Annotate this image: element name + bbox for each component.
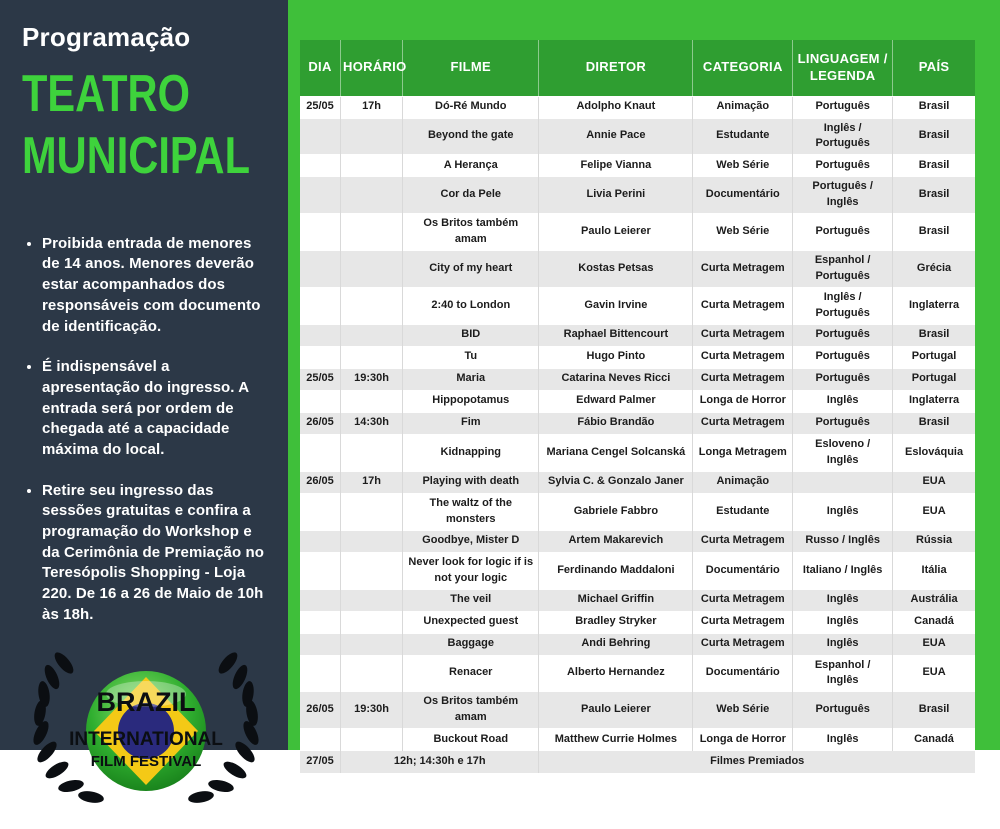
table-cell-linguagem: Português — [793, 155, 893, 177]
table-row — [300, 471, 975, 493]
table-cell-pais: Brasil — [893, 155, 975, 177]
table-cell-horario: 17h — [341, 471, 403, 493]
schedule-table — [300, 40, 975, 773]
table-row — [300, 214, 975, 251]
table-row — [300, 692, 975, 729]
table-cell-dia — [300, 155, 341, 177]
table-cell-filme: Dó-Ré Mundo — [403, 96, 539, 118]
table-cell-horario — [341, 655, 403, 692]
table-cell-pais: Itália — [893, 552, 975, 589]
column-header: DIA — [300, 40, 341, 96]
table-row — [300, 390, 975, 412]
table-cell-horario — [341, 251, 403, 288]
table-cell-horario — [341, 552, 403, 589]
table-cell-diretor: Gavin Irvine — [539, 288, 693, 325]
table-row — [300, 611, 975, 633]
table-cell-horario — [341, 288, 403, 325]
logo-line-3: FILM FESTIVAL — [90, 753, 202, 771]
table-cell-categoria: Animação — [693, 96, 793, 118]
table-cell-diretor: Annie Pace — [539, 118, 693, 155]
table-cell-linguagem: Russo / Inglês — [793, 530, 893, 552]
sidebar — [0, 0, 288, 829]
awards-cell-content: Filmes Premiados — [539, 751, 975, 773]
table-cell-pais: Canadá — [893, 611, 975, 633]
table-cell-categoria: Curta Metragem — [693, 633, 793, 655]
table-cell-pais: Grécia — [893, 251, 975, 288]
table-cell-pais: Portugal — [893, 368, 975, 390]
table-cell-dia: 25/05 — [300, 96, 341, 118]
table-cell-filme: Tu — [403, 346, 539, 368]
column-header: LINGUAGEM / LEGENDA — [793, 40, 893, 96]
table-cell-categoria: Longa de Horror — [693, 390, 793, 412]
festival-logo-image — [21, 647, 271, 805]
table-cell-categoria: Longa Metragem — [693, 434, 793, 471]
table-cell-dia — [300, 589, 341, 611]
table-cell-linguagem: Inglês — [793, 589, 893, 611]
table-cell-diretor: Alberto Hernandez — [539, 655, 693, 692]
table-cell-filme: Unexpected guest — [403, 611, 539, 633]
table-cell-diretor: Ferdinando Maddaloni — [539, 552, 693, 589]
table-cell-horario: 19:30h — [341, 692, 403, 729]
table-cell-linguagem: Português — [793, 324, 893, 346]
table-cell-diretor: Catarina Neves Ricci — [539, 368, 693, 390]
table-row — [300, 324, 975, 346]
table-cell-dia — [300, 729, 341, 751]
table-cell-filme: Maria — [403, 368, 539, 390]
table-cell-horario — [341, 434, 403, 471]
table-cell-filme: Renacer — [403, 655, 539, 692]
table-cell-dia — [300, 493, 341, 530]
table-cell-dia: 26/05 — [300, 471, 341, 493]
table-cell-linguagem: Português — [793, 368, 893, 390]
table-cell-diretor: Matthew Currie Holmes — [539, 729, 693, 751]
table-cell-dia — [300, 324, 341, 346]
table-cell-pais: Brasil — [893, 96, 975, 118]
table-cell-pais: EUA — [893, 493, 975, 530]
table-cell-categoria: Web Série — [693, 155, 793, 177]
table-cell-dia — [300, 611, 341, 633]
table-cell-linguagem: Inglês / Português — [793, 288, 893, 325]
notes-list — [22, 234, 270, 646]
table-header-row — [300, 40, 975, 96]
table-cell-pais: Rússia — [893, 530, 975, 552]
table-cell-filme: 2:40 to London — [403, 288, 539, 325]
table-cell-categoria: Curta Metragem — [693, 368, 793, 390]
table-cell-diretor: Paulo Leierer — [539, 692, 693, 729]
page-title — [22, 63, 270, 188]
column-header: HORÁRIO — [341, 40, 403, 96]
table-cell-diretor: Felipe Vianna — [539, 155, 693, 177]
table-cell-categoria: Curta Metragem — [693, 412, 793, 434]
table-cell-pais: Portugal — [893, 346, 975, 368]
table-cell-categoria: Curta Metragem — [693, 288, 793, 325]
table-row — [300, 288, 975, 325]
table-cell-dia — [300, 633, 341, 655]
table-cell-filme: Os Britos também amam — [403, 214, 539, 251]
table-cell-horario — [341, 346, 403, 368]
table-cell-horario — [341, 493, 403, 530]
table-cell-filme: Hippopotamus — [403, 390, 539, 412]
table-cell-dia: 26/05 — [300, 412, 341, 434]
column-header: CATEGORIA — [693, 40, 793, 96]
table-cell-linguagem: Português — [793, 214, 893, 251]
table-cell-linguagem: Português — [793, 692, 893, 729]
website-link[interactable]: www.briff.info — [89, 809, 203, 829]
table-cell-dia — [300, 251, 341, 288]
table-cell-diretor: Edward Palmer — [539, 390, 693, 412]
table-cell-horario: 14:30h — [341, 412, 403, 434]
table-cell-pais: EUA — [893, 655, 975, 692]
page-kicker: Programação — [22, 22, 191, 52]
table-cell-diretor: Michael Griffin — [539, 589, 693, 611]
table-cell-horario — [341, 324, 403, 346]
table-cell-diretor: Andi Behring — [539, 633, 693, 655]
table-cell-linguagem — [793, 471, 893, 493]
table-row — [300, 530, 975, 552]
table-cell-horario — [341, 155, 403, 177]
table-cell-pais: Austrália — [893, 589, 975, 611]
column-header: PAÍS — [893, 40, 975, 96]
table-cell-pais: Brasil — [893, 118, 975, 155]
table-cell-horario — [341, 589, 403, 611]
table-cell-filme: Fim — [403, 412, 539, 434]
table-cell-horario: 17h — [341, 96, 403, 118]
table-row — [300, 155, 975, 177]
table-cell-linguagem: Espanhol / Inglês — [793, 655, 893, 692]
table-cell-filme: Goodbye, Mister D — [403, 530, 539, 552]
table-cell-dia — [300, 390, 341, 412]
table-cell-linguagem: Português / Inglês — [793, 177, 893, 214]
table-cell-categoria: Documentário — [693, 177, 793, 214]
table-cell-filme: City of my heart — [403, 251, 539, 288]
table-row — [300, 118, 975, 155]
table-cell-filme: Kidnapping — [403, 434, 539, 471]
table-cell-filme: BID — [403, 324, 539, 346]
table-row — [300, 96, 975, 118]
awards-row — [300, 751, 975, 773]
table-cell-dia — [300, 552, 341, 589]
note-item: • É indispensável a apresentação do ingresso. A entrada será por ordem de chegada até a capacidade máxima do local. — [42, 357, 270, 460]
table-cell-linguagem: Inglês / Português — [793, 118, 893, 155]
table-cell-dia: 26/05 — [300, 692, 341, 729]
table-cell-pais: Brasil — [893, 692, 975, 729]
table-cell-diretor: Fábio Brandão — [539, 412, 693, 434]
table-cell-pais: EUA — [893, 633, 975, 655]
table-cell-horario — [341, 530, 403, 552]
table-cell-linguagem: Português — [793, 346, 893, 368]
table-row — [300, 251, 975, 288]
table-cell-filme: The veil — [403, 589, 539, 611]
table-cell-dia — [300, 655, 341, 692]
table-cell-diretor: Mariana Cengel Solcanská — [539, 434, 693, 471]
table-cell-diretor: Sylvia C. & Gonzalo Janer — [539, 471, 693, 493]
table-cell-diretor: Kostas Petsas — [539, 251, 693, 288]
column-header: FILME — [403, 40, 539, 96]
table-cell-filme: The waltz of the monsters — [403, 493, 539, 530]
table-cell-dia — [300, 177, 341, 214]
table-cell-pais: Brasil — [893, 214, 975, 251]
table-cell-pais: Canadá — [893, 729, 975, 751]
table-cell-horario — [341, 611, 403, 633]
table-cell-horario — [341, 633, 403, 655]
table-cell-categoria: Documentário — [693, 552, 793, 589]
table-cell-diretor: Raphael Bittencourt — [539, 324, 693, 346]
table-cell-linguagem: Espanhol / Português — [793, 251, 893, 288]
table-cell-linguagem: Inglês — [793, 390, 893, 412]
column-header: DIRETOR — [539, 40, 693, 96]
festival-logo — [22, 647, 270, 805]
table-cell-diretor: Bradley Stryker — [539, 611, 693, 633]
table-cell-horario — [341, 390, 403, 412]
table-cell-linguagem: Inglês — [793, 633, 893, 655]
table-cell-diretor: Gabriele Fabbro — [539, 493, 693, 530]
table-row — [300, 368, 975, 390]
table-cell-pais: EUA — [893, 471, 975, 493]
table-cell-dia: 25/05 — [300, 368, 341, 390]
table-cell-pais: Brasil — [893, 177, 975, 214]
logo-line-1: BRAZIL — [96, 687, 196, 718]
table-cell-categoria: Curta Metragem — [693, 346, 793, 368]
table-cell-diretor: Artem Makarevich — [539, 530, 693, 552]
table-cell-pais: Brasil — [893, 324, 975, 346]
table-cell-linguagem: Inglês — [793, 729, 893, 751]
table-cell-pais: Inglaterra — [893, 288, 975, 325]
table-cell-categoria: Web Série — [693, 692, 793, 729]
table-cell-filme: A Herança — [403, 155, 539, 177]
logo-line-2: INTERNATIONAL — [69, 729, 223, 751]
table-cell-pais: Eslováquia — [893, 434, 975, 471]
title-line-2: MUNICIPAL — [22, 127, 251, 186]
table-cell-categoria: Animação — [693, 471, 793, 493]
table-cell-filme: Playing with death — [403, 471, 539, 493]
table-cell-dia — [300, 346, 341, 368]
table-cell-linguagem: Italiano / Inglês — [793, 552, 893, 589]
note-item: • Retire seu ingresso das sessões gratuitas e confira a programação do Workshop e da Cerimônia de Premiação no Teresópolis Shopping - Loja 220. De 16 a 26 de Maio de 10h às 18h. — [42, 481, 270, 626]
note-item: • Proibida entrada de menores de 14 anos. Menores deverão estar acompanhados dos responsáveis com documento de identificação. — [42, 234, 270, 337]
table-cell-diretor: Hugo Pinto — [539, 346, 693, 368]
table-cell-categoria: Curta Metragem — [693, 530, 793, 552]
table-cell-diretor: Paulo Leierer — [539, 214, 693, 251]
table-cell-categoria: Curta Metragem — [693, 589, 793, 611]
table-cell-pais: Inglaterra — [893, 390, 975, 412]
table-cell-filme: Cor da Pele — [403, 177, 539, 214]
table-cell-linguagem: Português — [793, 412, 893, 434]
table-row — [300, 493, 975, 530]
table-body — [300, 96, 975, 773]
table-cell-linguagem: Português — [793, 96, 893, 118]
table-cell-categoria: Longa de Horror — [693, 729, 793, 751]
table-cell-dia — [300, 118, 341, 155]
table-cell-filme: Os Britos também amam — [403, 692, 539, 729]
table-cell-categoria: Documentário — [693, 655, 793, 692]
table-cell-categoria: Web Série — [693, 214, 793, 251]
awards-cell-horario: 12h; 14:30h e 17h — [341, 751, 539, 773]
table-cell-categoria: Estudante — [693, 118, 793, 155]
table-cell-categoria: Estudante — [693, 493, 793, 530]
table-cell-diretor: Livia Perini — [539, 177, 693, 214]
schedule-board — [288, 0, 1000, 768]
table-cell-dia — [300, 434, 341, 471]
table-cell-filme: Baggage — [403, 633, 539, 655]
table-cell-categoria: Curta Metragem — [693, 324, 793, 346]
table-cell-horario: 19:30h — [341, 368, 403, 390]
table-row — [300, 633, 975, 655]
table-cell-horario — [341, 118, 403, 155]
table-cell-pais: Brasil — [893, 412, 975, 434]
table-cell-filme: Beyond the gate — [403, 118, 539, 155]
table-cell-linguagem: Inglês — [793, 493, 893, 530]
table-cell-filme: Never look for logic if is not your logic — [403, 552, 539, 589]
table-row — [300, 434, 975, 471]
table-cell-horario — [341, 214, 403, 251]
table-cell-categoria: Curta Metragem — [693, 611, 793, 633]
table-row — [300, 655, 975, 692]
table-cell-dia — [300, 288, 341, 325]
title-line-1: TEATRO — [22, 65, 190, 123]
table-cell-horario — [341, 177, 403, 214]
table-cell-categoria: Curta Metragem — [693, 251, 793, 288]
table-cell-horario — [341, 729, 403, 751]
table-row — [300, 346, 975, 368]
table-row — [300, 589, 975, 611]
table-row — [300, 729, 975, 751]
awards-cell-dia: 27/05 — [300, 751, 341, 773]
table-cell-filme: Buckout Road — [403, 729, 539, 751]
table-cell-linguagem: Inglês — [793, 611, 893, 633]
table-cell-diretor: Adolpho Knaut — [539, 96, 693, 118]
table-cell-linguagem: Esloveno / Inglês — [793, 434, 893, 471]
table-cell-dia — [300, 530, 341, 552]
table-cell-dia — [300, 214, 341, 251]
table-row — [300, 412, 975, 434]
table-row — [300, 552, 975, 589]
table-row — [300, 177, 975, 214]
